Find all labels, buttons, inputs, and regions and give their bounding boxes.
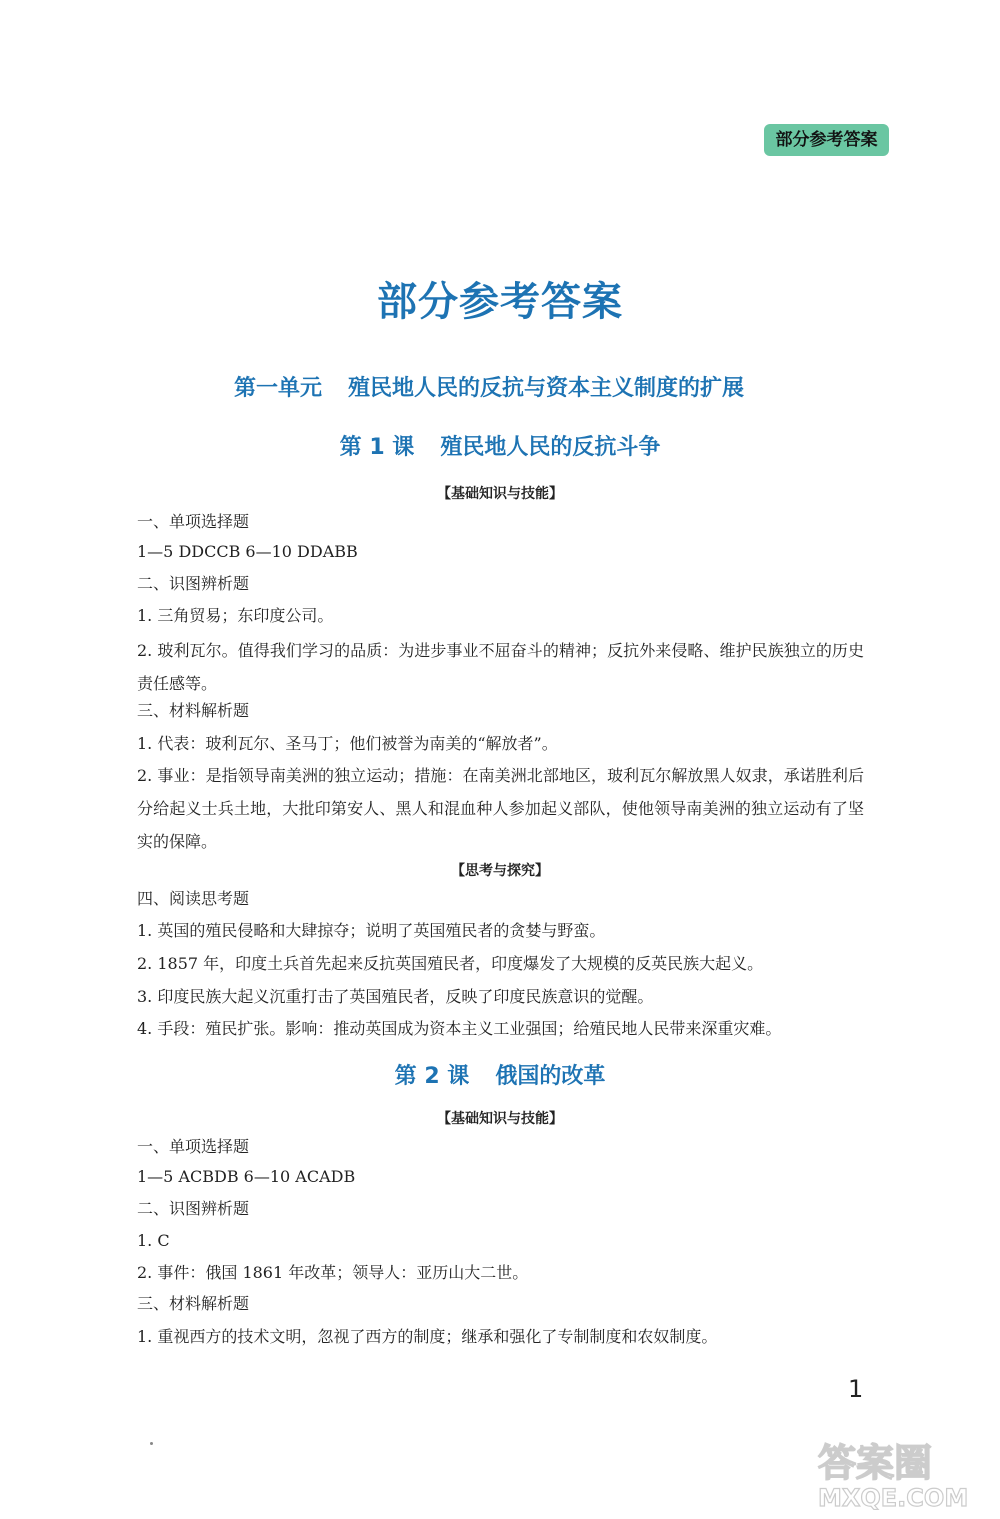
unit-label: 第一单元 (234, 376, 323, 401)
l2-q3-heading: 三、材料解析题 (137, 1294, 250, 1313)
l2-q2-a2: 2. 事件：俄国 1861 年改革；领导人：亚历山大二世。 (137, 1263, 529, 1282)
watermark-brand: 答案圈 (818, 1441, 933, 1485)
l1-q2-heading: 二、识图辨析题 (137, 574, 250, 593)
l2-q1-answer: 1—5 ACBDB 6—10 ACADB (137, 1167, 356, 1186)
l1-q4-a4: 4. 手段：殖民扩张。影响：推动英国成为资本主义工业强国；给殖民地人民带来深重灾难。 (137, 1019, 782, 1038)
lesson-1-section-basic: 【基础知识与技能】 (437, 486, 563, 502)
l1-q4-a1: 1. 英国的殖民侵略和大肆掠夺；说明了英国殖民者的贪婪与野蛮。 (137, 921, 606, 940)
unit-name: 殖民地人民的反抗与资本主义制度的扩展 (348, 376, 745, 401)
lesson-1-section-think: 【思考与探究】 (451, 863, 549, 879)
l2-q2-a1: 1. C (137, 1231, 170, 1250)
header-tab: 部分参考答案 (764, 124, 889, 156)
l1-q4-a2: 2. 1857 年，印度土兵首先起来反抗英国殖民者，印度爆发了大规模的反英民族大起义。 (137, 954, 764, 973)
l1-q4-a3: 3. 印度民族大起义沉重打击了英国殖民者，反映了印度民族意识的觉醒。 (137, 987, 654, 1006)
lesson-2-section-basic: 【基础知识与技能】 (437, 1111, 563, 1127)
lesson-1-name: 殖民地人民的反抗斗争 (440, 435, 661, 460)
lesson-2-label: 第 2 课 (394, 1064, 470, 1089)
l2-q1-heading: 一、单项选择题 (137, 1137, 250, 1156)
lesson-1-heading (0, 430, 1000, 461)
watermark-url: MXQE.COM (818, 1484, 969, 1510)
l1-q3-a1: 1. 代表：玻利瓦尔、圣马丁；他们被誉为南美的“解放者”。 (137, 734, 558, 753)
unit-heading (234, 371, 744, 402)
lesson-2-heading (0, 1059, 1000, 1090)
lesson-1-label: 第 1 课 (339, 435, 415, 460)
l1-q3-a2: 2. 事业：是指领导南美洲的独立运动；措施：在南美洲北部地区，玻利瓦尔解放黑人奴隶，承诺胜利后分给起义士兵土地，大批印第安人、黑人和混血种人参加起义部队，使他领导南美洲的独立运动有了坚实的保障。 (137, 766, 864, 851)
page-title: 部分参考答案 (377, 279, 623, 325)
scan-dot (150, 1442, 153, 1445)
l1-q2-a1: 1. 三角贸易；东印度公司。 (137, 606, 334, 625)
l1-q1-answer: 1—5 DDCCB 6—10 DDABB (137, 542, 358, 561)
l2-q2-heading: 二、识图辨析题 (137, 1199, 250, 1218)
page-number: 1 (848, 1375, 864, 1403)
l1-q4-heading: 四、阅读思考题 (137, 889, 250, 908)
l1-q1-heading: 一、单项选择题 (137, 512, 250, 531)
lesson-2-name: 俄国的改革 (495, 1064, 606, 1089)
l1-q2-a2: 2. 玻利瓦尔。值得我们学习的品质：为进步事业不屈奋斗的精神；反抗外来侵略、维护民族独立的历史责任感等。 (137, 641, 864, 693)
l1-q3-heading: 三、材料解析题 (137, 701, 250, 720)
l2-q3-a1: 1. 重视西方的技术文明，忽视了西方的制度；继承和强化了专制制度和农奴制度。 (137, 1327, 718, 1346)
watermark-logo (812, 1432, 990, 1510)
